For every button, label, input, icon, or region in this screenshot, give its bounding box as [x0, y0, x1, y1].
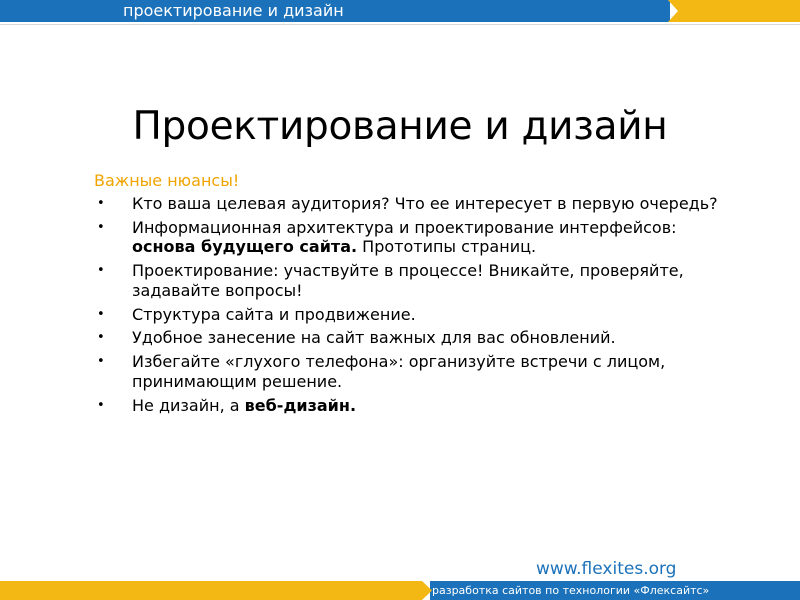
slide-subtitle: Важные нюансы!	[94, 171, 240, 190]
slide-title: Проектирование и дизайн	[132, 104, 668, 149]
bullet-item	[94, 396, 734, 415]
bullet-dot-icon: •	[97, 219, 105, 235]
bullet-dot-icon: •	[97, 330, 105, 346]
bullet-item	[94, 328, 734, 347]
header-title: проектирование и дизайн	[123, 1, 344, 20]
bullet-dot-icon: •	[97, 354, 105, 370]
bullet-text: Проектирование: участвуйте в процессе! Вникайте, проверяйте, задавайте вопросы!	[132, 261, 684, 300]
bullet-item	[94, 352, 734, 391]
bullet-item	[94, 305, 734, 324]
bullet-item	[94, 261, 734, 300]
bullet-dot-icon: •	[97, 263, 105, 279]
bullet-text: Информационная архитектура и проектирование интерфейсов:	[132, 217, 677, 237]
bullet-text: Кто ваша целевая аудитория? Что ее интересует в первую очередь?	[132, 194, 718, 213]
header-divider	[0, 24, 800, 25]
footer-bar	[0, 581, 800, 600]
bullet-dot-icon: •	[97, 397, 105, 413]
bullet-text: Прототипы страниц.	[357, 237, 537, 257]
bullet-text: Структура сайта и продвижение.	[132, 304, 416, 324]
bullet-text: Не дизайн, а	[132, 395, 245, 415]
footer-url[interactable]: www.flexites.org	[536, 559, 677, 579]
bullet-item	[94, 218, 734, 257]
bullet-dot-icon: •	[97, 306, 105, 322]
header-bar	[0, 0, 800, 22]
bullet-item	[94, 194, 734, 213]
footer-tagline: разработка сайтов по технологии «Флексайтс»	[432, 584, 710, 597]
bullet-dot-icon: •	[97, 196, 105, 211]
bullet-text-bold: веб-дизайн.	[244, 395, 357, 415]
bullet-list	[94, 194, 734, 420]
bullet-text: Удобное занесение на сайт важных для вас обновлений.	[132, 328, 616, 348]
header-bar-yellow-stripe	[668, 0, 800, 22]
footer-bar-yellow-stripe	[0, 581, 432, 600]
bullet-text: Избегайте «глухого телефона»: организуйте встречи с лицом, принимающим решение.	[132, 352, 666, 391]
bullet-text-bold: основа будущего сайта.	[132, 237, 358, 257]
